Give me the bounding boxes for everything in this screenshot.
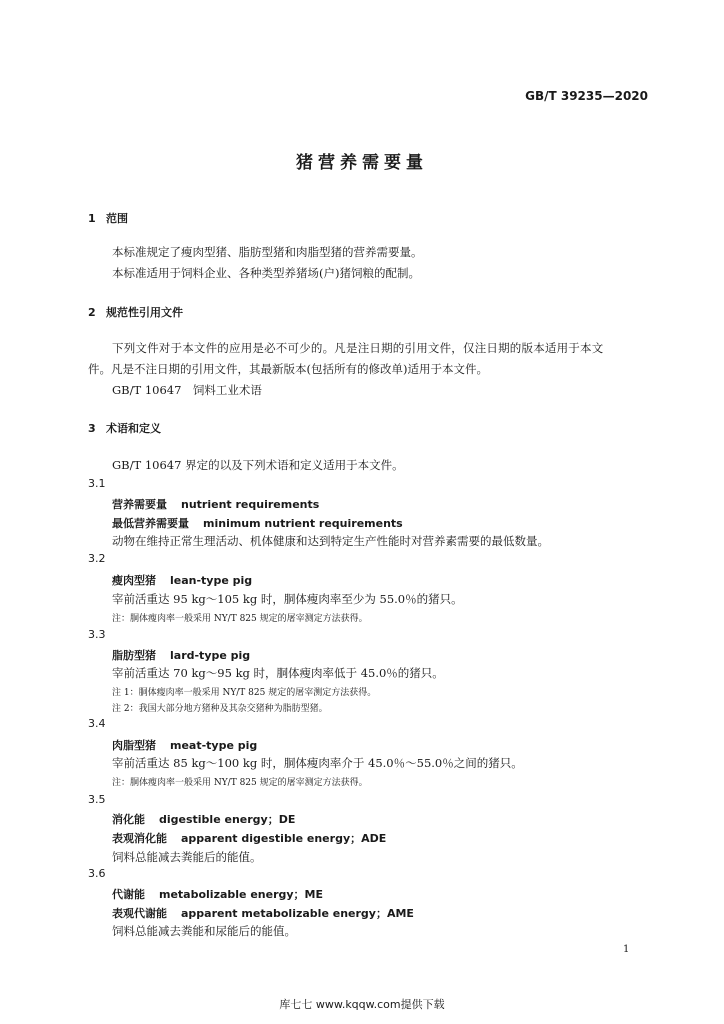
section-2-heading — [88, 304, 183, 320]
document-title: 猪营养需要量 — [296, 153, 428, 173]
term-definition: 宰前活重达 95 kg～105 kg 时，胴体瘦肉率至少为 55.0％的猪只。 — [112, 592, 463, 606]
term-number: 3.1 — [88, 477, 106, 490]
section-title: 术语和定义 — [106, 422, 161, 435]
term-number: 3.4 — [88, 717, 106, 730]
term-en: meat-type pig — [170, 739, 258, 752]
terms-intro: GB/T 10647 界定的以及下列术语和定义适用于本文件。 — [112, 458, 404, 472]
term-number: 3.2 — [88, 552, 106, 565]
term-note: 注 1：胴体瘦肉率一般采用 NY/T 825 规定的屠宰测定方法获得。 — [112, 688, 377, 698]
normative-paragraph-line-2: 件。凡是不注日期的引用文件，其最新版本(包括所有的修改单)适用于本文件。 — [88, 362, 488, 376]
term-cn: 肉脂型猪 — [112, 739, 156, 752]
section-1-heading — [88, 210, 128, 226]
term-en: lard-type pig — [170, 649, 251, 662]
term-number: 3.3 — [88, 628, 106, 641]
term-definition: 宰前活重达 70 kg～95 kg 时，胴体瘦肉率低于 45.0％的猪只。 — [112, 666, 444, 680]
section-title: 范围 — [106, 212, 128, 225]
download-footer: 库七七 www.kqqw.com提供下载 — [279, 998, 445, 1011]
term-en: apparent digestible energy；ADE — [181, 832, 387, 845]
term-line — [112, 737, 257, 753]
term-cn: 营养需要量 — [112, 498, 167, 511]
term-cn: 表观消化能 — [112, 832, 167, 845]
term-cn: 脂肪型猪 — [112, 649, 156, 662]
term-note: 注：胴体瘦肉率一般采用 NY/T 825 规定的屠宰测定方法获得。 — [112, 778, 368, 788]
term-definition: 宰前活重达 85 kg～100 kg 时，胴体瘦肉率介于 45.0％～55.0％之间的猪只。 — [112, 756, 523, 770]
term-en: apparent metabolizable energy；AME — [181, 907, 414, 920]
section-3-heading — [88, 420, 161, 436]
scope-paragraph-1: 本标准规定了瘦肉型猪、脂肪型猪和肉脂型猪的营养需要量。 — [112, 245, 423, 259]
section-number: 3 — [88, 422, 96, 435]
term-cn: 代谢能 — [112, 888, 145, 901]
section-number: 2 — [88, 306, 96, 319]
term-definition: 动物在维持正常生理活动、机体健康和达到特定生产性能时对营养素需要的最低数量。 — [112, 534, 549, 548]
section-title: 规范性引用文件 — [106, 306, 183, 319]
term-en: lean-type pig — [170, 574, 253, 587]
term-cn: 最低营养需要量 — [112, 517, 189, 530]
term-en: minimum nutrient requirements — [203, 517, 403, 530]
term-definition: 饲料总能减去粪能后的能值。 — [112, 850, 262, 864]
term-line — [112, 905, 414, 921]
term-en: nutrient requirements — [181, 498, 320, 511]
term-en: metabolizable energy；ME — [159, 888, 324, 901]
standard-code: GB/T 39235—2020 — [525, 89, 648, 103]
term-note: 注 2：我国大部分地方猪种及其杂交猪种为脂肪型猪。 — [112, 704, 328, 714]
term-cn: 表观代谢能 — [112, 907, 167, 920]
term-definition: 饲料总能减去粪能和尿能后的能值。 — [112, 924, 296, 938]
normative-paragraph-line-1: 下列文件对于本文件的应用是必不可少的。凡是注日期的引用文件，仅注日期的版本适用于本文 — [112, 341, 604, 355]
term-line — [112, 811, 295, 827]
term-line — [112, 886, 323, 902]
term-line — [112, 572, 252, 588]
page-number: 1 — [623, 944, 630, 955]
term-line — [112, 496, 319, 512]
section-number: 1 — [88, 212, 96, 225]
term-note: 注：胴体瘦肉率一般采用 NY/T 825 规定的屠宰测定方法获得。 — [112, 614, 368, 624]
term-number: 3.6 — [88, 867, 106, 880]
term-line — [112, 515, 403, 531]
term-line — [112, 830, 386, 846]
normative-reference: GB/T 10647 饲料工业术语 — [112, 383, 262, 397]
term-en: digestible energy；DE — [159, 813, 296, 826]
term-cn: 消化能 — [112, 813, 145, 826]
scope-paragraph-2: 本标准适用于饲料企业、各种类型养猪场(户)猪饲粮的配制。 — [112, 266, 420, 280]
term-number: 3.5 — [88, 793, 106, 806]
term-cn: 瘦肉型猪 — [112, 574, 156, 587]
term-line — [112, 647, 250, 663]
